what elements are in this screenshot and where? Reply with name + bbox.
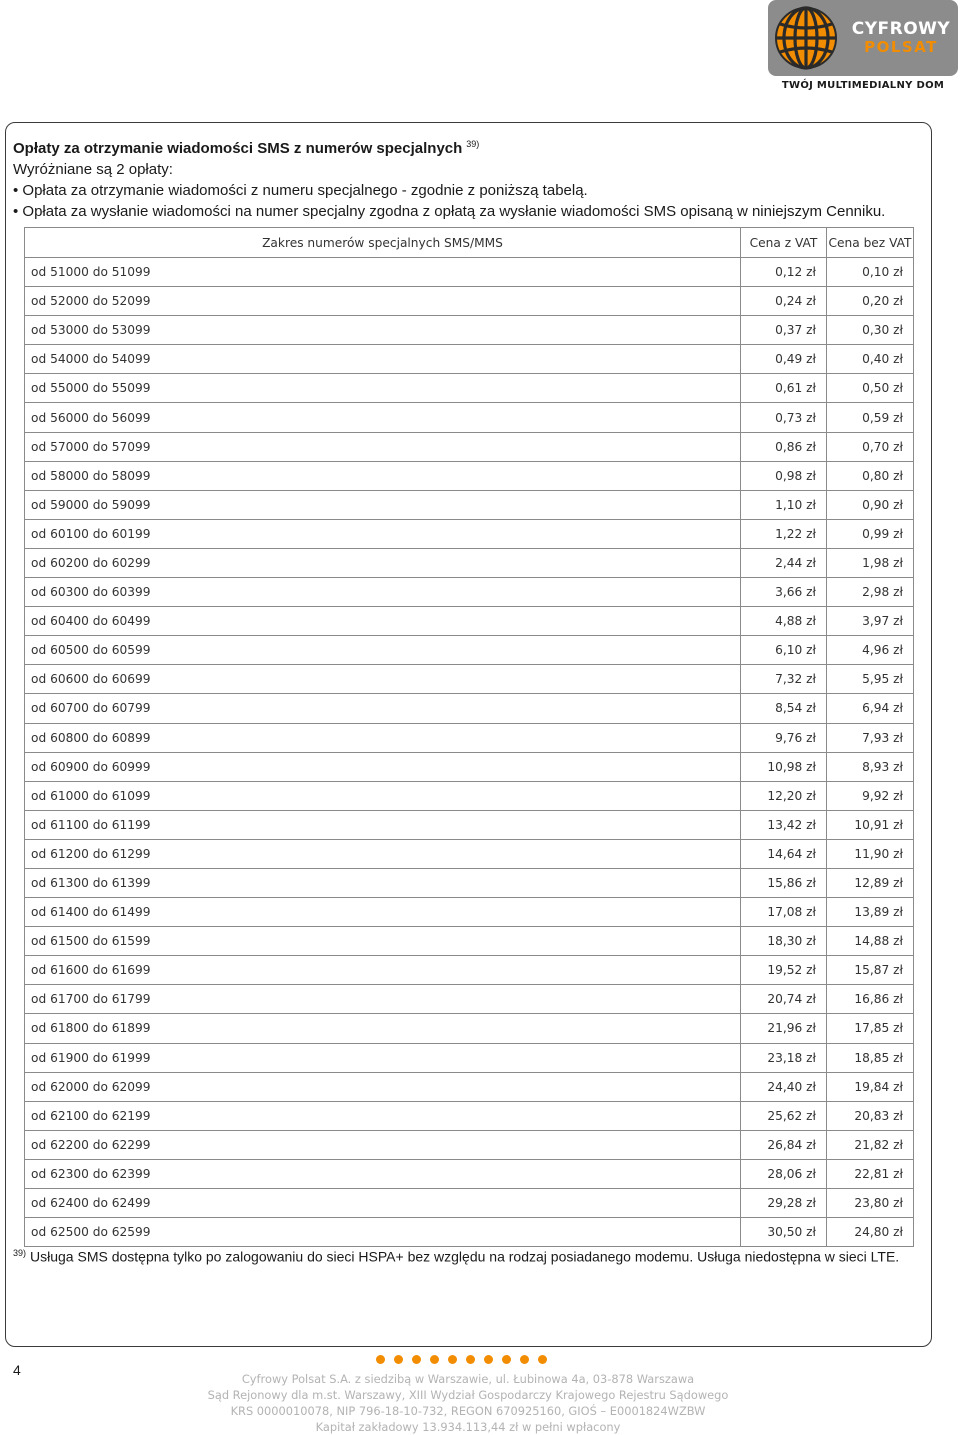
table-row (25, 752, 914, 781)
cell-price-net: 21,82 zł (827, 1130, 914, 1159)
cell-price-net: 15,87 zł (827, 956, 914, 985)
table-row (25, 1218, 914, 1247)
table-row (25, 898, 914, 927)
cell-range: od 60800 do 60899 (25, 723, 741, 752)
footer-dot (430, 1355, 439, 1364)
cell-price-net: 14,88 zł (827, 927, 914, 956)
logo-line1: CYFROWY (851, 19, 951, 39)
cell-range: od 54000 do 54099 (25, 345, 741, 374)
header-price-net: Cena bez VAT (827, 228, 914, 258)
table-header-row (25, 228, 914, 258)
cell-price-net: 18,85 zł (827, 1043, 914, 1072)
cell-price-net: 22,81 zł (827, 1159, 914, 1188)
cell-range: od 56000 do 56099 (25, 403, 741, 432)
table-header (25, 228, 914, 258)
footer-dot (466, 1355, 475, 1364)
cell-price-gross: 2,44 zł (741, 548, 827, 577)
footer-dot (520, 1355, 529, 1364)
table-row (25, 1014, 914, 1043)
company-line-4: Kapitał zakładowy 13.934.113,44 zł w pełni wpłacony (315, 1420, 621, 1434)
special-numbers-price-table (24, 227, 914, 1247)
cell-price-gross: 19,52 zł (741, 956, 827, 985)
cell-price-net: 0,70 zł (827, 432, 914, 461)
footer-dot (394, 1355, 403, 1364)
cell-range: od 62500 do 62599 (25, 1218, 741, 1247)
table-row (25, 839, 914, 868)
cell-price-net: 4,96 zł (827, 636, 914, 665)
cell-range: od 61400 do 61499 (25, 898, 741, 927)
cell-price-net: 8,93 zł (827, 752, 914, 781)
company-line-3: KRS 0000010078, NIP 796-18-10-732, REGON 670925160, GIOŚ – E0001824WZBW (230, 1404, 706, 1418)
table-row (25, 665, 914, 694)
section-title-ref: 39) (466, 139, 480, 149)
table-row (25, 1159, 914, 1188)
table-row (25, 607, 914, 636)
cell-price-net: 6,94 zł (827, 694, 914, 723)
footnote-text: Usługa SMS dostępna tylko po zalogowaniu do sieci HSPA+ bez względu na rodzaj posiadanego modemu. Usługa niedostępna w sieci LTE. (30, 1248, 900, 1265)
cell-price-gross: 13,42 zł (741, 810, 827, 839)
cell-price-gross: 24,40 zł (741, 1072, 827, 1101)
table-row (25, 287, 914, 316)
cell-price-net: 17,85 zł (827, 1014, 914, 1043)
cell-price-gross: 9,76 zł (741, 723, 827, 752)
cell-range: od 61200 do 61299 (25, 839, 741, 868)
logo-tagline: TWÓJ MULTIMEDIALNY DOM (781, 80, 945, 91)
cell-range: od 61700 do 61799 (25, 985, 741, 1014)
cell-price-net: 0,90 zł (827, 490, 914, 519)
cell-price-net: 23,80 zł (827, 1189, 914, 1218)
cell-price-net: 0,80 zł (827, 461, 914, 490)
intro-section (13, 134, 928, 222)
cell-range: od 60400 do 60499 (25, 607, 741, 636)
table-row (25, 578, 914, 607)
cell-range: od 55000 do 55099 (25, 374, 741, 403)
table-row (25, 345, 914, 374)
footer-dot (376, 1355, 385, 1364)
cell-price-gross: 21,96 zł (741, 1014, 827, 1043)
table-row (25, 956, 914, 985)
table-row (25, 868, 914, 897)
table-row (25, 927, 914, 956)
cell-price-gross: 14,64 zł (741, 839, 827, 868)
company-line-2: Sąd Rejonowy dla m.st. Warszawy, XIII Wydział Gospodarczy Krajowego Rejestru Sądowego (207, 1388, 729, 1402)
cyfrowy-polsat-logo (766, 0, 960, 92)
table-row (25, 461, 914, 490)
cell-price-net: 19,84 zł (827, 1072, 914, 1101)
cell-range: od 51000 do 51099 (25, 258, 741, 287)
cell-price-gross: 6,10 zł (741, 636, 827, 665)
cell-price-net: 16,86 zł (827, 985, 914, 1014)
cell-price-net: 2,98 zł (827, 578, 914, 607)
footer-dots (376, 1355, 547, 1364)
cell-price-gross: 0,73 zł (741, 403, 827, 432)
cell-range: od 60200 do 60299 (25, 548, 741, 577)
cell-price-gross: 23,18 zł (741, 1043, 827, 1072)
company-info (200, 1371, 736, 1435)
cell-range: od 61600 do 61699 (25, 956, 741, 985)
bullet-item-send: • Opłata za wysłanie wiadomości na numer specjalny zgodna z opłatą za wysłanie wiadomości SMS opisaną w niniejszym Cenniku. (13, 201, 928, 222)
section-title-text: Opłaty za otrzymanie wiadomości SMS z numerów specjalnych (13, 140, 463, 157)
cell-price-gross: 0,24 zł (741, 287, 827, 316)
logo-wordmark (844, 21, 958, 55)
cell-price-gross: 29,28 zł (741, 1189, 827, 1218)
table-row (25, 810, 914, 839)
cell-range: od 52000 do 52099 (25, 287, 741, 316)
cell-range: od 61300 do 61399 (25, 868, 741, 897)
table-row (25, 1072, 914, 1101)
globe-icon (768, 0, 844, 76)
cell-price-gross: 0,12 zł (741, 258, 827, 287)
footer-dot (412, 1355, 421, 1364)
cell-price-gross: 1,22 zł (741, 519, 827, 548)
section-title (13, 134, 928, 159)
cell-price-gross: 4,88 zł (741, 607, 827, 636)
table-row (25, 1101, 914, 1130)
cell-price-net: 3,97 zł (827, 607, 914, 636)
cell-range: od 60300 do 60399 (25, 578, 741, 607)
cell-price-net: 0,59 zł (827, 403, 914, 432)
footer-dot (484, 1355, 493, 1364)
table-row (25, 432, 914, 461)
cell-price-gross: 3,66 zł (741, 578, 827, 607)
cell-price-net: 9,92 zł (827, 781, 914, 810)
cell-price-net: 0,40 zł (827, 345, 914, 374)
cell-price-gross: 15,86 zł (741, 868, 827, 897)
cell-price-net: 0,20 zł (827, 287, 914, 316)
cell-range: od 59000 do 59099 (25, 490, 741, 519)
cell-range: od 62300 do 62399 (25, 1159, 741, 1188)
footer-dot (538, 1355, 547, 1364)
table-row (25, 258, 914, 287)
cell-price-net: 13,89 zł (827, 898, 914, 927)
cell-price-gross: 1,10 zł (741, 490, 827, 519)
cell-range: od 61000 do 61099 (25, 781, 741, 810)
company-line-1: Cyfrowy Polsat S.A. z siedzibą w Warszawie, ul. Łubinowa 4a, 03-878 Warszawa (241, 1372, 695, 1386)
cell-range: od 62000 do 62099 (25, 1072, 741, 1101)
footnote (13, 1248, 928, 1265)
cell-price-gross: 17,08 zł (741, 898, 827, 927)
cell-price-net: 11,90 zł (827, 839, 914, 868)
table-row (25, 490, 914, 519)
cell-price-net: 1,98 zł (827, 548, 914, 577)
table-row (25, 316, 914, 345)
cell-range: od 60600 do 60699 (25, 665, 741, 694)
footnote-ref: 39) (13, 1248, 27, 1258)
intro-subtitle: Wyróżniane są 2 opłaty: (13, 161, 173, 178)
cell-price-net: 20,83 zł (827, 1101, 914, 1130)
cell-price-net: 10,91 zł (827, 810, 914, 839)
cell-price-gross: 26,84 zł (741, 1130, 827, 1159)
cell-range: od 53000 do 53099 (25, 316, 741, 345)
header-range: Zakres numerów specjalnych SMS/MMS (25, 228, 741, 258)
cell-range: od 61100 do 61199 (25, 810, 741, 839)
cell-range: od 60100 do 60199 (25, 519, 741, 548)
table-row (25, 1189, 914, 1218)
footer-dot (448, 1355, 457, 1364)
header-price-gross: Cena z VAT (741, 228, 827, 258)
cell-price-gross: 18,30 zł (741, 927, 827, 956)
table-row (25, 548, 914, 577)
table-row (25, 403, 914, 432)
cell-price-net: 5,95 zł (827, 665, 914, 694)
cell-price-gross: 0,98 zł (741, 461, 827, 490)
page-number: 4 (13, 1362, 21, 1378)
table-row (25, 1130, 914, 1159)
table-row (25, 781, 914, 810)
table-body (25, 258, 914, 1247)
cell-range: od 61800 do 61899 (25, 1014, 741, 1043)
cell-price-net: 0,30 zł (827, 316, 914, 345)
cell-price-net: 7,93 zł (827, 723, 914, 752)
cell-price-gross: 0,61 zł (741, 374, 827, 403)
cell-price-gross: 8,54 zł (741, 694, 827, 723)
table-row (25, 723, 914, 752)
cell-price-gross: 0,37 zł (741, 316, 827, 345)
cell-range: od 61900 do 61999 (25, 1043, 741, 1072)
cell-price-gross: 0,86 zł (741, 432, 827, 461)
cell-price-net: 24,80 zł (827, 1218, 914, 1247)
cell-price-gross: 25,62 zł (741, 1101, 827, 1130)
table-row (25, 985, 914, 1014)
cell-price-net: 0,10 zł (827, 258, 914, 287)
table-row (25, 694, 914, 723)
cell-range: od 58000 do 58099 (25, 461, 741, 490)
cell-price-net: 0,50 zł (827, 374, 914, 403)
cell-price-gross: 10,98 zł (741, 752, 827, 781)
cell-range: od 62100 do 62199 (25, 1101, 741, 1130)
cell-price-net: 0,99 zł (827, 519, 914, 548)
cell-price-gross: 12,20 zł (741, 781, 827, 810)
logo-badge (768, 0, 958, 76)
cell-range: od 60500 do 60599 (25, 636, 741, 665)
footer-dot (502, 1355, 511, 1364)
bullet-item-receive: • Opłata za otrzymanie wiadomości z numeru specjalnego - zgodnie z poniższą tabelą. (13, 180, 928, 201)
table-row (25, 636, 914, 665)
cell-price-gross: 7,32 zł (741, 665, 827, 694)
table-row (25, 374, 914, 403)
cell-range: od 57000 do 57099 (25, 432, 741, 461)
cell-price-gross: 30,50 zł (741, 1218, 827, 1247)
table-row (25, 519, 914, 548)
cell-range: od 62400 do 62499 (25, 1189, 741, 1218)
cell-price-gross: 28,06 zł (741, 1159, 827, 1188)
cell-price-gross: 20,74 zł (741, 985, 827, 1014)
logo-line2: POLSAT (864, 38, 938, 56)
cell-range: od 62200 do 62299 (25, 1130, 741, 1159)
cell-range: od 61500 do 61599 (25, 927, 741, 956)
cell-range: od 60900 do 60999 (25, 752, 741, 781)
cell-price-gross: 0,49 zł (741, 345, 827, 374)
cell-price-net: 12,89 zł (827, 868, 914, 897)
table-row (25, 1043, 914, 1072)
cell-range: od 60700 do 60799 (25, 694, 741, 723)
